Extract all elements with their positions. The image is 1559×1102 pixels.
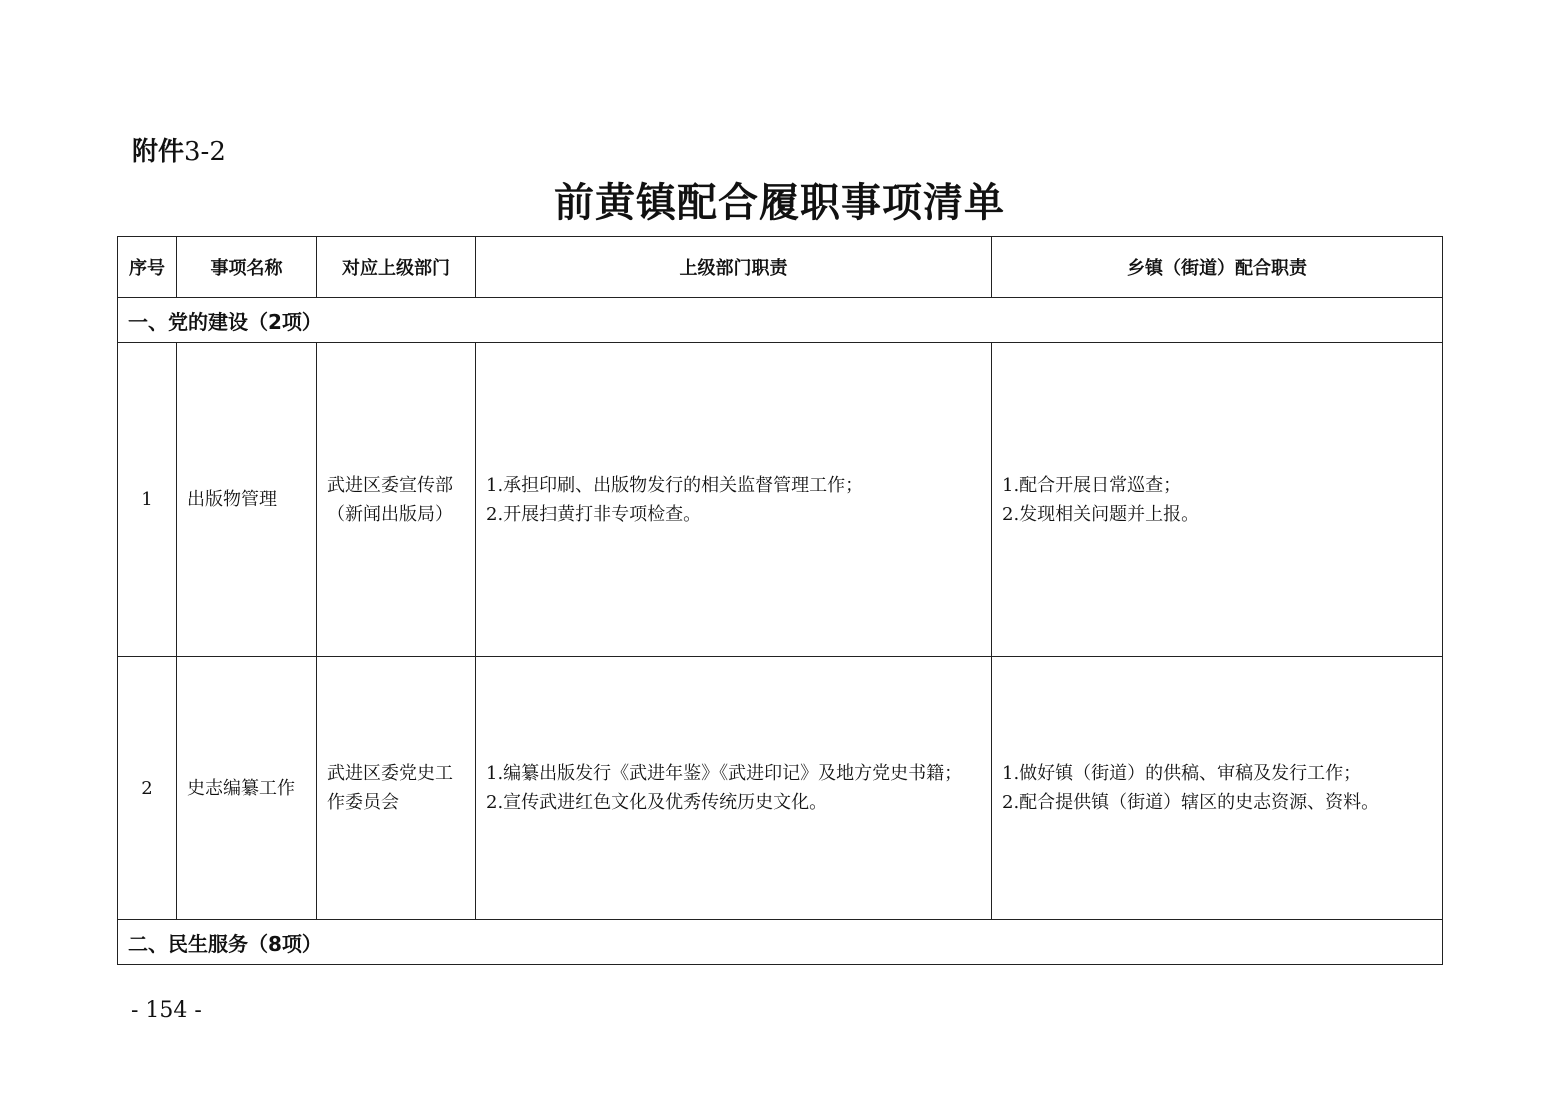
section-label: 二、民生服务（8项） [118,920,1443,965]
superior-duties-cell [476,343,992,657]
item-name: 出版物管理 [177,343,317,657]
column-header-department: 对应上级部门 [317,237,476,298]
column-header-item-name: 事项名称 [177,237,317,298]
duty-list-table [117,236,1443,965]
department-line: 作委员会 [327,792,399,813]
superior-duties-cell [476,657,992,920]
duty-line: 1.做好镇（街道）的供稿、审稿及发行工作； [1002,763,1362,784]
page-number: - 154 - [131,998,202,1023]
document-title: 前黄镇配合履职事项清单 [554,180,1005,226]
table-row [118,657,1443,920]
column-header-index: 序号 [118,237,177,298]
department-line: 武进区委党史工 [327,763,453,784]
duty-line: 2.发现相关问题并上报。 [1002,503,1200,525]
department-cell [317,657,476,920]
column-header-town-duties: 乡镇（街道）配合职责 [992,237,1443,298]
department-cell [317,343,476,657]
town-duties-cell [992,657,1443,920]
table-row [118,343,1443,657]
duty-line: 2.宣传武进红色文化及优秀传统历史文化。 [486,792,828,813]
section-row-livelihood-services [118,920,1443,965]
row-index: 2 [118,657,177,920]
item-name: 史志编纂工作 [177,657,317,920]
row-index: 1 [118,343,177,657]
duty-line: 2.开展扫黄打非专项检查。 [486,503,702,525]
duty-line: 1.承担印刷、出版物发行的相关监督管理工作； [486,474,864,496]
section-label: 一、党的建设（2项） [118,298,1443,343]
department-line: 武进区委宣传部 [327,474,453,496]
department-line: （新闻出版局） [327,503,453,525]
column-header-superior-duties: 上级部门职责 [476,237,992,298]
attachment-prefix: 附件 [132,137,185,167]
section-row-party-building [118,298,1443,343]
duty-line: 2.配合提供镇（街道）辖区的史志资源、资料。 [1002,792,1380,813]
attachment-number: 3-2 [184,137,226,167]
duty-line: 1.配合开展日常巡查； [1002,474,1182,496]
duty-line: 1.编纂出版发行《武进年鉴》《武进印记》及地方党史书籍； [486,763,963,784]
table-header-row [118,237,1443,298]
town-duties-cell [992,343,1443,657]
attachment-label [132,134,226,170]
